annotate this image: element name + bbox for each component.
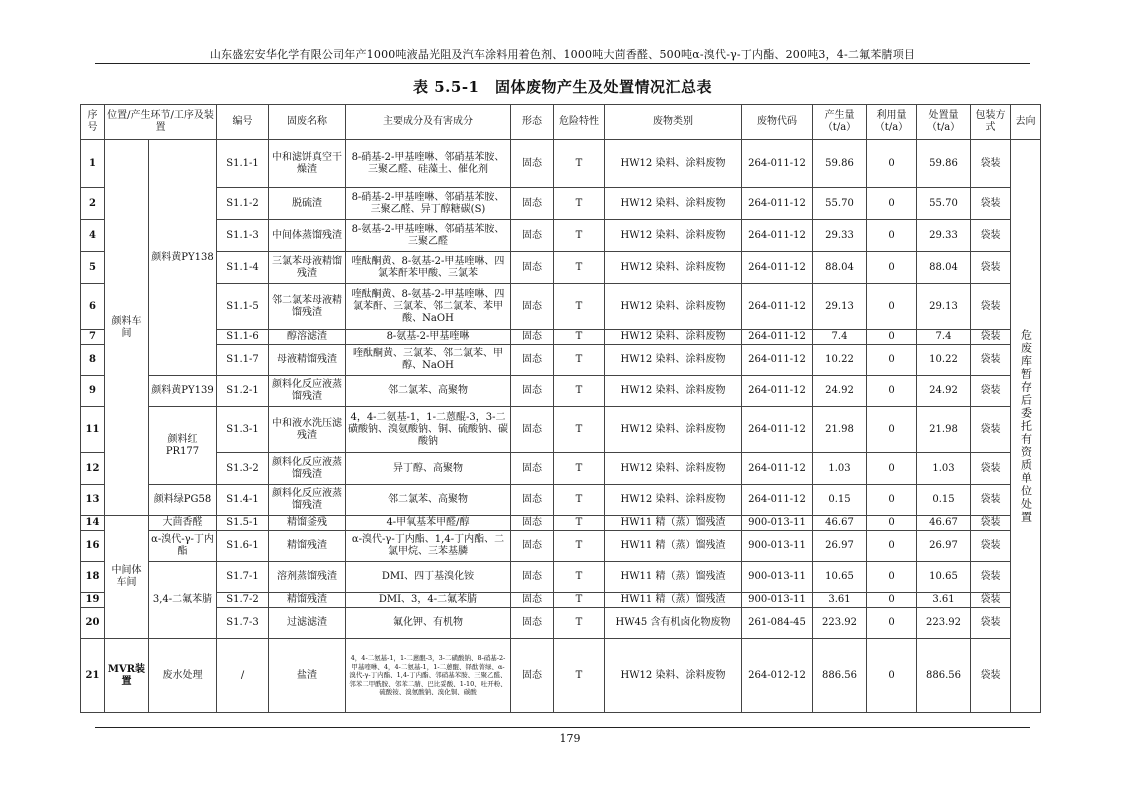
cell-components: 4，4-二氨基-1，1-二蒽醌-3，3-二磺酸钠、8-硝基-2-甲基喹啉、4，4-二氨基-1，1-二蒽醌、铎酞菁绿、α-溴代-γ-丁内酯、1,4-丁内酯、邻硝基苯胺、三聚乙醛、邻苯二甲酰胺、邻苯二腈、巴比妥酸、1-10、吐开粉、硫酸铵、溴氨酸钠、溴化铜、碳酸 (346, 639, 511, 713)
cell-waste-code: 900-013-11 (742, 516, 813, 531)
subgroup-anisaldehyde: 大茴香醛 (149, 516, 217, 531)
cell-utilized: 0 (867, 516, 917, 531)
cell-components: 8-硝基-2-甲基喹啉、邻硝基苯胺、三聚乙醛、硅藻土、催化剂 (346, 140, 511, 188)
cell-hazard: T (554, 516, 605, 531)
cell-packaging: 袋装 (971, 140, 1011, 188)
cell-state: 固态 (511, 345, 554, 376)
cell-hazard: T (554, 140, 605, 188)
cell-code: S1.1-5 (217, 284, 269, 330)
cell-waste-code: 264-011-12 (742, 485, 813, 516)
cell-name: 颜料化反应液蒸馏残渣 (269, 453, 346, 485)
cell-code: S1.3-1 (217, 407, 269, 453)
running-header: 山东盛宏安华化学有限公司年产1000吨液晶光阻及汽车涂料用着色剂、1000吨大茴香醛、500吨α-溴代-γ-丁内酯、200吨3，4-二氟苯腈项目 (209, 48, 916, 61)
cell-no: 7 (81, 330, 105, 345)
cell-no: 19 (81, 593, 105, 608)
cell-code: S1.7-3 (217, 608, 269, 639)
subgroup-py139: 颜料黄PY139 (149, 376, 217, 407)
cell-code: S1.1-7 (217, 345, 269, 376)
cell-name: 颜料化反应液蒸馏残渣 (269, 485, 346, 516)
group-mvr: MVR装置 (105, 639, 149, 713)
cell-no: 6 (81, 284, 105, 330)
cell-produced: 26.97 (813, 531, 867, 562)
cell-category: HW11 精（蒸）馏残渣 (605, 562, 742, 593)
cell-utilized: 0 (867, 284, 917, 330)
col-header-location: 位置/产生环节/工序及装置 (105, 105, 217, 140)
cell-waste-code: 264-011-12 (742, 252, 813, 284)
cell-name: 母液精馏残渣 (269, 345, 346, 376)
cell-name: 中和液水洗压滤残渣 (269, 407, 346, 453)
cell-disposed: 223.92 (917, 608, 971, 639)
cell-components: 4，4-二氨基-1，1-二蒽醌-3，3-二磺酸钠、溴氨酸钠、铜、硫酸钠、碳酸钠 (346, 407, 511, 453)
cell-name: 邻二氯苯母液精馏残渣 (269, 284, 346, 330)
cell-packaging: 袋装 (971, 531, 1011, 562)
cell-destination: 危废库暂存后委托有资质单位处置 (1011, 140, 1041, 713)
cell-no: 8 (81, 345, 105, 376)
cell-state: 固态 (511, 252, 554, 284)
table-row (81, 608, 1041, 639)
solid-waste-table (80, 104, 1041, 713)
cell-waste-code: 264-011-12 (742, 140, 813, 188)
cell-category: HW12 染料、涂料废物 (605, 220, 742, 252)
solid-waste-table-container (80, 104, 1040, 713)
table-row (81, 330, 1041, 345)
cell-state: 固态 (511, 330, 554, 345)
group-pigment-workshop: 颜料车间 (105, 140, 149, 516)
table-row (81, 516, 1041, 531)
cell-utilized: 0 (867, 485, 917, 516)
cell-category: HW45 含有机卤化物废物 (605, 608, 742, 639)
cell-hazard: T (554, 330, 605, 345)
col-header-state: 形态 (511, 105, 554, 140)
cell-category: HW11 精（蒸）馏残渣 (605, 516, 742, 531)
table-row (81, 376, 1041, 407)
cell-hazard: T (554, 252, 605, 284)
cell-category: HW11 精（蒸）馏残渣 (605, 593, 742, 608)
cell-name: 过滤滤渣 (269, 608, 346, 639)
cell-produced: 46.67 (813, 516, 867, 531)
cell-packaging: 袋装 (971, 453, 1011, 485)
cell-hazard: T (554, 562, 605, 593)
group-intermediate-workshop: 中间体车间 (105, 516, 149, 639)
cell-utilized: 0 (867, 376, 917, 407)
cell-code: S1.3-2 (217, 453, 269, 485)
cell-state: 固态 (511, 407, 554, 453)
table-row (81, 284, 1041, 330)
cell-code: S1.1-6 (217, 330, 269, 345)
subgroup-wastewater: 废水处理 (149, 639, 217, 713)
cell-no: 16 (81, 531, 105, 562)
cell-utilized: 0 (867, 188, 917, 220)
cell-produced: 886.56 (813, 639, 867, 713)
col-header-packaging: 包装方式 (971, 105, 1011, 140)
cell-name: 盐渣 (269, 639, 346, 713)
cell-components: α-溴代-γ-丁内酯、1,4-丁内酯、二氯甲烷、三苯基膦 (346, 531, 511, 562)
cell-category: HW11 精（蒸）馏残渣 (605, 531, 742, 562)
cell-waste-code: 900-013-11 (742, 593, 813, 608)
table-row (81, 453, 1041, 485)
cell-no: 1 (81, 140, 105, 188)
cell-name: 精馏残渣 (269, 593, 346, 608)
table-row (81, 345, 1041, 376)
table-row (81, 562, 1041, 593)
cell-hazard: T (554, 284, 605, 330)
col-header-components: 主要成分及有害成分 (346, 105, 511, 140)
table-header-row (81, 105, 1041, 140)
cell-hazard: T (554, 376, 605, 407)
cell-utilized: 0 (867, 345, 917, 376)
cell-hazard: T (554, 608, 605, 639)
cell-code: S1.2-1 (217, 376, 269, 407)
cell-utilized: 0 (867, 453, 917, 485)
table-row (81, 220, 1041, 252)
subgroup-pr177: 颜料红PR177 (149, 407, 217, 485)
subgroup-pg58: 颜料绿PG58 (149, 485, 217, 516)
cell-disposed: 10.22 (917, 345, 971, 376)
cell-hazard: T (554, 639, 605, 713)
cell-disposed: 46.67 (917, 516, 971, 531)
cell-name: 中和滤饼真空干燥渣 (269, 140, 346, 188)
col-header-destination: 去向 (1011, 105, 1041, 140)
cell-category: HW12 染料、涂料废物 (605, 485, 742, 516)
table-row (81, 593, 1041, 608)
col-header-no: 序号 (81, 105, 105, 140)
col-header-category: 废物类别 (605, 105, 742, 140)
cell-components: 4-甲氧基苯甲醛/醇 (346, 516, 511, 531)
cell-name: 精馏残渣 (269, 531, 346, 562)
cell-name: 精馏釜残 (269, 516, 346, 531)
table-title: 表 5.5-1 固体废物产生及处置情况汇总表 (413, 78, 712, 96)
cell-waste-code: 264-011-12 (742, 376, 813, 407)
cell-produced: 29.33 (813, 220, 867, 252)
cell-name: 颜料化反应液蒸馏残渣 (269, 376, 346, 407)
cell-no: 9 (81, 376, 105, 407)
cell-disposed: 21.98 (917, 407, 971, 453)
cell-produced: 59.86 (813, 140, 867, 188)
cell-components: 8-硝基-2-甲基喹啉、邻硝基苯胺、三聚乙醛、异丁醇糖碳(S) (346, 188, 511, 220)
cell-components: 异丁醇、高聚物 (346, 453, 511, 485)
cell-utilized: 0 (867, 140, 917, 188)
cell-state: 固态 (511, 593, 554, 608)
cell-no: 14 (81, 516, 105, 531)
cell-category: HW12 染料、涂料废物 (605, 453, 742, 485)
cell-category: HW12 染料、涂料废物 (605, 330, 742, 345)
cell-state: 固态 (511, 516, 554, 531)
cell-disposed: 10.65 (917, 562, 971, 593)
cell-utilized: 0 (867, 220, 917, 252)
cell-code: S1.6-1 (217, 531, 269, 562)
cell-utilized: 0 (867, 330, 917, 345)
cell-utilized: 0 (867, 531, 917, 562)
cell-disposed: 7.4 (917, 330, 971, 345)
cell-components: DMI、3，4-二氟苯腈 (346, 593, 511, 608)
cell-packaging: 袋装 (971, 284, 1011, 330)
cell-disposed: 26.97 (917, 531, 971, 562)
col-header-produced: 产生量（t/a） (813, 105, 867, 140)
cell-state: 固态 (511, 140, 554, 188)
cell-code: S1.5-1 (217, 516, 269, 531)
cell-category: HW12 染料、涂料废物 (605, 284, 742, 330)
cell-produced: 3.61 (813, 593, 867, 608)
cell-category: HW12 染料、涂料废物 (605, 188, 742, 220)
cell-category: HW12 染料、涂料废物 (605, 140, 742, 188)
table-row (81, 188, 1041, 220)
cell-no: 13 (81, 485, 105, 516)
cell-waste-code: 264-011-12 (742, 188, 813, 220)
subgroup-difluorobenzonitrile: 3,4-二氟苯腈 (149, 562, 217, 639)
cell-packaging: 袋装 (971, 608, 1011, 639)
col-header-hazard: 危险特性 (554, 105, 605, 140)
cell-packaging: 袋装 (971, 516, 1011, 531)
cell-state: 固态 (511, 639, 554, 713)
table-row (81, 140, 1041, 188)
col-header-disposed: 处置量（t/a） (917, 105, 971, 140)
cell-packaging: 袋装 (971, 593, 1011, 608)
cell-category: HW12 染料、涂料废物 (605, 376, 742, 407)
cell-components: 8-氨基-2-甲基喹啉、邻硝基苯胺、三聚乙醛 (346, 220, 511, 252)
cell-code: S1.1-1 (217, 140, 269, 188)
cell-packaging: 袋装 (971, 562, 1011, 593)
cell-waste-code: 264-011-12 (742, 345, 813, 376)
cell-utilized: 0 (867, 593, 917, 608)
cell-components: 氟化钾、有机物 (346, 608, 511, 639)
cell-utilized: 0 (867, 608, 917, 639)
subgroup-py138: 颜料黄PY138 (149, 140, 217, 376)
cell-packaging: 袋装 (971, 188, 1011, 220)
cell-disposed: 88.04 (917, 252, 971, 284)
cell-disposed: 3.61 (917, 593, 971, 608)
cell-name: 三氯苯母液精馏残渣 (269, 252, 346, 284)
cell-hazard: T (554, 453, 605, 485)
cell-no: 5 (81, 252, 105, 284)
cell-produced: 1.03 (813, 453, 867, 485)
cell-utilized: 0 (867, 562, 917, 593)
cell-category: HW12 染料、涂料废物 (605, 407, 742, 453)
footer-divider (95, 727, 1030, 728)
cell-components: 邻二氯苯、高聚物 (346, 376, 511, 407)
cell-hazard: T (554, 485, 605, 516)
cell-no: 2 (81, 188, 105, 220)
cell-disposed: 0.15 (917, 485, 971, 516)
col-header-name: 固废名称 (269, 105, 346, 140)
cell-hazard: T (554, 593, 605, 608)
cell-produced: 21.98 (813, 407, 867, 453)
cell-components: 8-氨基-2-甲基喹啉 (346, 330, 511, 345)
cell-state: 固态 (511, 284, 554, 330)
cell-utilized: 0 (867, 639, 917, 713)
table-row (81, 639, 1041, 713)
cell-hazard: T (554, 220, 605, 252)
subgroup-bromobutyrolactone: α-溴代-γ-丁内酯 (149, 531, 217, 562)
cell-produced: 10.65 (813, 562, 867, 593)
cell-name: 中间体蒸馏残渣 (269, 220, 346, 252)
cell-state: 固态 (511, 188, 554, 220)
cell-state: 固态 (511, 220, 554, 252)
cell-packaging: 袋装 (971, 376, 1011, 407)
cell-waste-code: 264-011-12 (742, 220, 813, 252)
cell-disposed: 886.56 (917, 639, 971, 713)
cell-produced: 10.22 (813, 345, 867, 376)
cell-disposed: 24.92 (917, 376, 971, 407)
page-number: 179 (559, 732, 581, 745)
cell-produced: 7.4 (813, 330, 867, 345)
cell-components: 喹酞酮黄、8-氨基-2-甲基喹啉、四氯苯酐、三氯苯、邻二氯苯、苯甲酸、NaOH (346, 284, 511, 330)
table-row (81, 252, 1041, 284)
cell-code: S1.7-1 (217, 562, 269, 593)
cell-hazard: T (554, 531, 605, 562)
col-header-utilized: 利用量（t/a） (867, 105, 917, 140)
cell-name: 溶剂蒸馏残渣 (269, 562, 346, 593)
header-divider (95, 63, 1030, 64)
cell-category: HW12 染料、涂料废物 (605, 639, 742, 713)
cell-utilized: 0 (867, 252, 917, 284)
cell-no: 12 (81, 453, 105, 485)
table-row (81, 531, 1041, 562)
cell-name: 醇溶滤渣 (269, 330, 346, 345)
cell-produced: 88.04 (813, 252, 867, 284)
cell-disposed: 59.86 (917, 140, 971, 188)
cell-hazard: T (554, 188, 605, 220)
cell-state: 固态 (511, 485, 554, 516)
col-header-code: 编号 (217, 105, 269, 140)
cell-produced: 29.13 (813, 284, 867, 330)
cell-state: 固态 (511, 531, 554, 562)
cell-code: S1.4-1 (217, 485, 269, 516)
cell-code: S1.7-2 (217, 593, 269, 608)
cell-packaging: 袋装 (971, 485, 1011, 516)
cell-utilized: 0 (867, 407, 917, 453)
cell-waste-code: 264-011-12 (742, 407, 813, 453)
cell-waste-code: 264-012-12 (742, 639, 813, 713)
cell-produced: 24.92 (813, 376, 867, 407)
cell-components: 喹酞酮黄、三氯苯、邻二氯苯、甲醇、NaOH (346, 345, 511, 376)
cell-waste-code: 264-011-12 (742, 453, 813, 485)
cell-packaging: 袋装 (971, 407, 1011, 453)
table-row (81, 485, 1041, 516)
cell-no: 4 (81, 220, 105, 252)
cell-category: HW12 染料、涂料废物 (605, 252, 742, 284)
cell-code: S1.1-3 (217, 220, 269, 252)
cell-packaging: 袋装 (971, 639, 1011, 713)
cell-name: 脱硫渣 (269, 188, 346, 220)
cell-disposed: 55.70 (917, 188, 971, 220)
cell-disposed: 29.33 (917, 220, 971, 252)
cell-disposed: 29.13 (917, 284, 971, 330)
cell-state: 固态 (511, 608, 554, 639)
cell-components: 喹酞酮黄、8-氨基-2-甲基喹啉、四氯苯酐苯甲酸、三氯苯 (346, 252, 511, 284)
cell-waste-code: 900-013-11 (742, 531, 813, 562)
cell-code: S1.1-2 (217, 188, 269, 220)
cell-state: 固态 (511, 376, 554, 407)
cell-packaging: 袋装 (971, 330, 1011, 345)
cell-waste-code: 264-011-12 (742, 284, 813, 330)
cell-category: HW12 染料、涂料废物 (605, 345, 742, 376)
cell-produced: 0.15 (813, 485, 867, 516)
cell-components: DMI、四丁基溴化铵 (346, 562, 511, 593)
cell-no: 18 (81, 562, 105, 593)
cell-produced: 223.92 (813, 608, 867, 639)
cell-no: 20 (81, 608, 105, 639)
cell-no: 21 (81, 639, 105, 713)
cell-state: 固态 (511, 562, 554, 593)
cell-code: S1.1-4 (217, 252, 269, 284)
cell-no: 11 (81, 407, 105, 453)
cell-hazard: T (554, 345, 605, 376)
cell-packaging: 袋装 (971, 220, 1011, 252)
cell-hazard: T (554, 407, 605, 453)
cell-disposed: 1.03 (917, 453, 971, 485)
cell-packaging: 袋装 (971, 345, 1011, 376)
cell-produced: 55.70 (813, 188, 867, 220)
cell-waste-code: 900-013-11 (742, 562, 813, 593)
table-row (81, 407, 1041, 453)
col-header-waste-code: 废物代码 (742, 105, 813, 140)
cell-waste-code: 264-011-12 (742, 330, 813, 345)
cell-waste-code: 261-084-45 (742, 608, 813, 639)
cell-components: 邻二氯苯、高聚物 (346, 485, 511, 516)
cell-state: 固态 (511, 453, 554, 485)
cell-packaging: 袋装 (971, 252, 1011, 284)
cell-code: / (217, 639, 269, 713)
